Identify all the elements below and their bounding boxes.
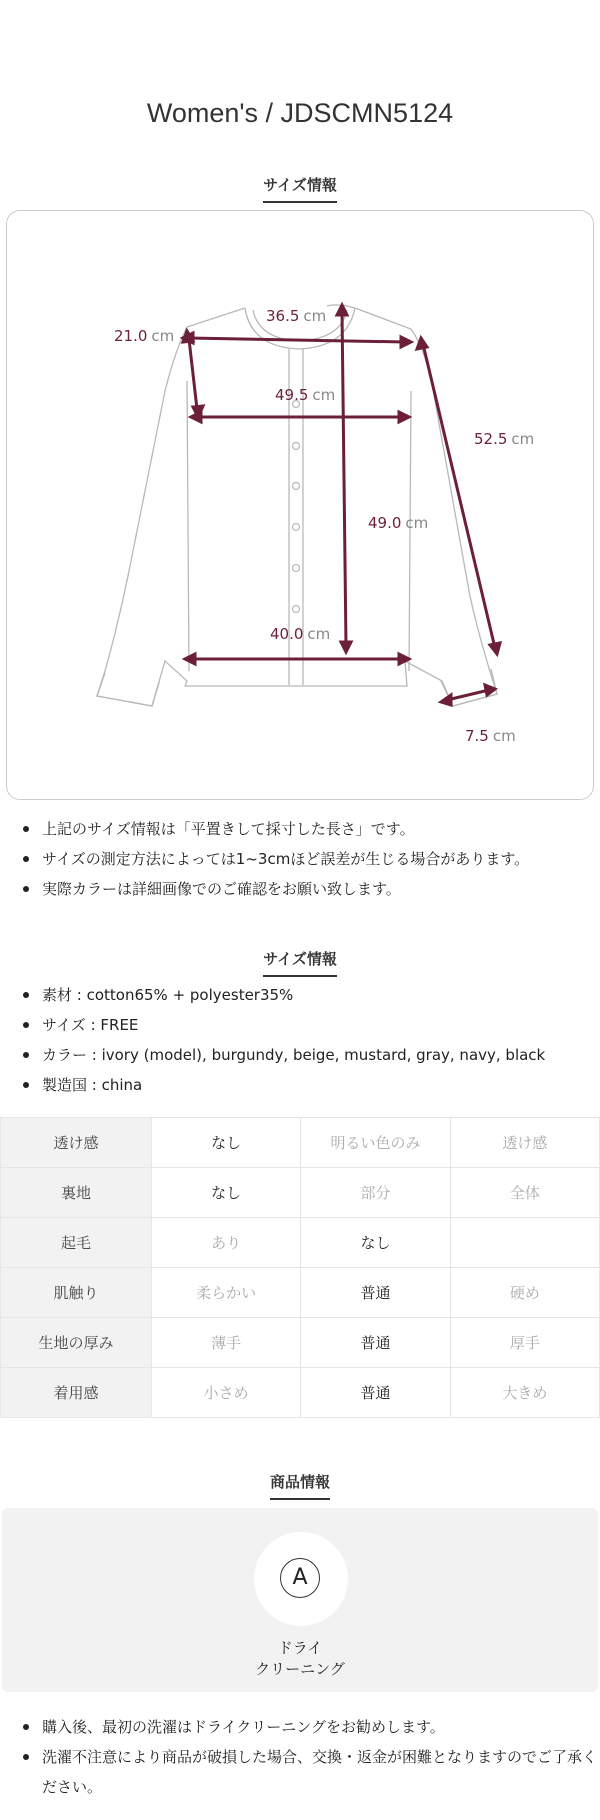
spec-option: 普通 <box>301 1318 450 1368</box>
care-notes-list <box>18 1712 600 1802</box>
spec-option: 柔らかい <box>152 1268 301 1318</box>
table-row <box>1 1168 600 1218</box>
armhole-measure: 21.0 cm <box>114 327 175 345</box>
shoulder-measure: 36.5 cm <box>266 307 327 325</box>
size-notes-list <box>18 814 529 904</box>
measure-lines <box>183 305 500 705</box>
list-item: 洗濯不注意により商品が破損した場合、交換・返金が困難となりますのでご了承ください。 <box>18 1742 600 1802</box>
spec-option: 全体 <box>450 1168 599 1218</box>
spec-option: 普通 <box>301 1268 450 1318</box>
size-section-heading: サイズ情報 <box>0 174 600 203</box>
cuff-measure: 7.5 cm <box>465 727 516 745</box>
table-row <box>1 1268 600 1318</box>
table-row <box>1 1368 600 1418</box>
spec-option: なし <box>152 1168 301 1218</box>
page-title: Women's / JDSCMN5124 <box>146 98 454 128</box>
spec-option: 薄手 <box>152 1318 301 1368</box>
spec-row-label: 生地の厚み <box>1 1318 152 1368</box>
dry-clean-icon: A <box>254 1532 348 1626</box>
table-row <box>1 1118 600 1168</box>
care-label: ドライ クリーニング <box>255 1639 345 1678</box>
spec-option: 硬め <box>450 1268 599 1318</box>
spec-option: 部分 <box>301 1168 450 1218</box>
care-section-heading: 商品情報 <box>0 1471 600 1500</box>
spec-row-label: 透け感 <box>1 1118 152 1168</box>
list-item: カラー : ivory (model), burgundy, beige, mustard, gray, navy, black <box>18 1040 545 1070</box>
spec-option: なし <box>152 1118 301 1168</box>
list-item: サイズの測定方法によっては1~3cmほど誤差が生じる場合があります。 <box>18 844 529 874</box>
fabric-spec-table <box>0 1117 600 1418</box>
spec-row-label: 裏地 <box>1 1168 152 1218</box>
product-info-list <box>18 980 545 1100</box>
spec-option: なし <box>301 1218 450 1268</box>
spec-option: あり <box>152 1218 301 1268</box>
sleeve-measure: 52.5 cm <box>474 430 535 448</box>
list-item: 購入後、最初の洗濯はドライクリーニングをお勧めします。 <box>18 1712 600 1742</box>
list-item: サイズ : FREE <box>18 1010 545 1040</box>
spec-option: 小さめ <box>152 1368 301 1418</box>
table-row <box>1 1218 600 1268</box>
spec-option: 厚手 <box>450 1318 599 1368</box>
chest-measure: 49.5 cm <box>275 386 336 404</box>
spec-row-label: 起毛 <box>1 1218 152 1268</box>
table-row <box>1 1318 600 1368</box>
size-diagram <box>6 210 594 800</box>
list-item: 製造国 : china <box>18 1070 545 1100</box>
list-item: 上記のサイズ情報は「平置きして採寸した長さ」です。 <box>18 814 529 844</box>
spec-option: 大きめ <box>450 1368 599 1418</box>
length-measure: 49.0 cm <box>368 514 429 532</box>
care-panel <box>2 1508 598 1692</box>
list-item: 実際カラーは詳細画像でのご確認をお願い致します。 <box>18 874 529 904</box>
list-item: 素材 : cotton65% + polyester35% <box>18 980 545 1010</box>
hem-measure: 40.0 cm <box>270 625 331 643</box>
info-section-heading: サイズ情報 <box>0 948 600 977</box>
spec-option: 明るい色のみ <box>301 1118 450 1168</box>
cardigan-illustration <box>7 211 595 801</box>
spec-row-label: 肌触り <box>1 1268 152 1318</box>
spec-option: 普通 <box>301 1368 450 1418</box>
spec-option <box>450 1218 599 1268</box>
spec-option: 透け感 <box>450 1118 599 1168</box>
spec-row-label: 着用感 <box>1 1368 152 1418</box>
